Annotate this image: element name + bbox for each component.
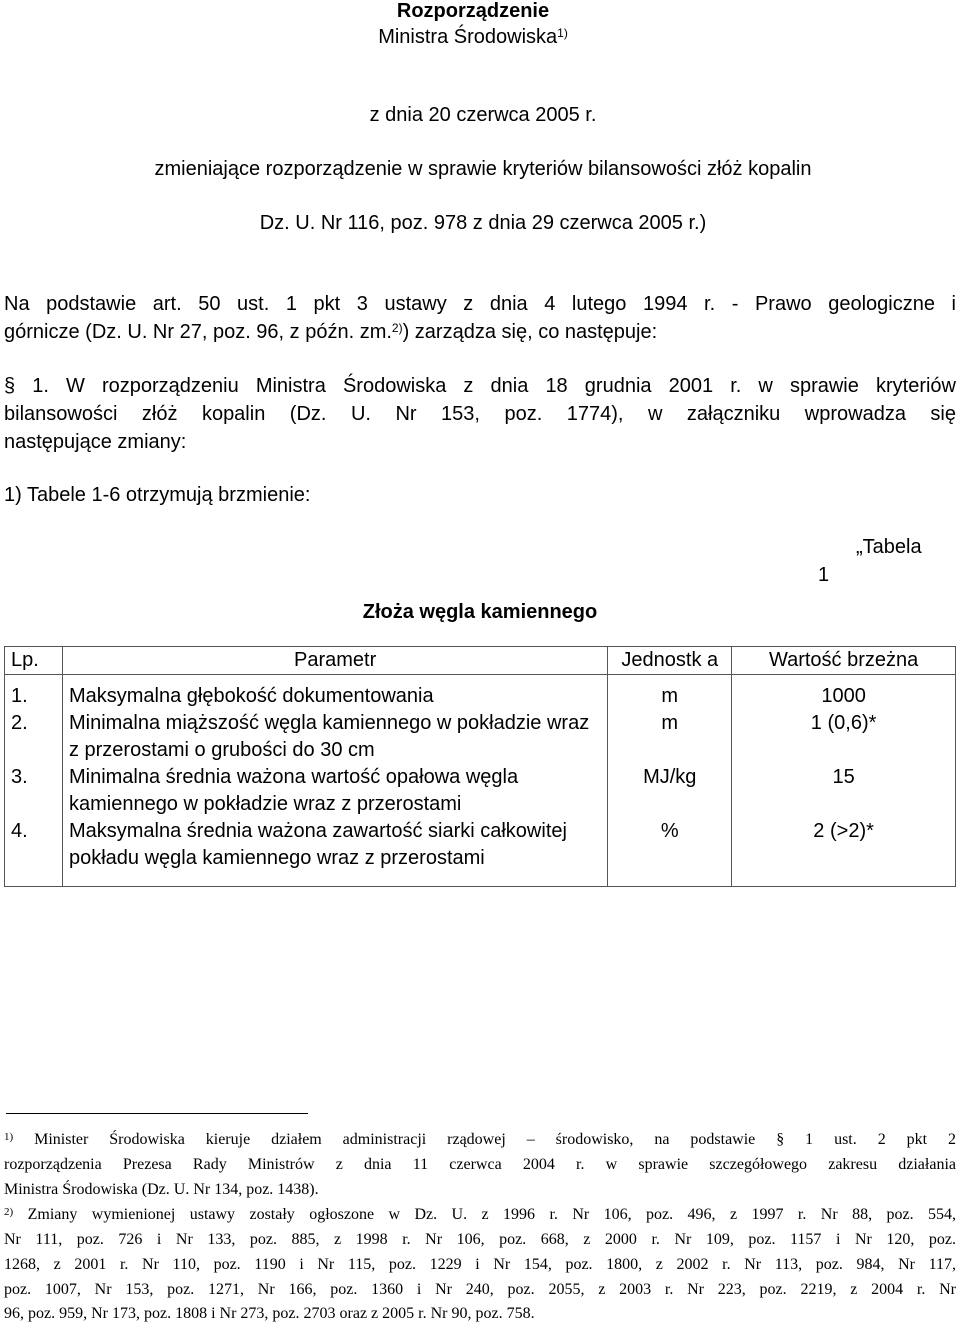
footnote-2-line-2: Nr 111, poz. 726 i Nr 133, poz. 885, z 1998 r. Nr 106, poz. 668, z 2000 r. Nr 109, poz. 1157 i Nr 120, poz. [4,1231,956,1248]
header-jednostka: Jednostk a [608,647,732,675]
row-parameter: Minimalna miąższość węgla kamiennego w pokładzie wraz z przerostami o grubości do 30 cm [62,710,607,764]
table-label: „Tabela [856,536,922,558]
document-subject: zmieniające rozporządzenie w sprawie kryteriów bilansowości złóż kopalin [154,158,812,180]
row-unit: % [608,818,732,887]
row-lp: 4. [5,818,63,887]
footnote-1-line-2: rozporządzenia Prezesa Rady Ministrów z dnia 11 czerwca 2004 r. w sprawie szczegółowego zakresu działania [4,1156,956,1173]
row-lp: 3. [5,764,63,818]
header-wartosc: Wartość brzeżna [732,647,956,675]
preamble-line-2: górnicze (Dz. U. Nr 27, poz. 96, z późn. zm.$^{2)}$) zarządza się, co następuje: [4,321,658,343]
footnote-separator [6,1113,308,1114]
footnote-2-line-5: 96, poz. 959, Nr 173, poz. 1808 i Nr 273, poz. 2703 oraz z 2005 r. Nr 90, poz. 758. [4,1305,535,1322]
row-value: 15 [732,764,956,818]
row-parameter: Minimalna średnia ważona wartość opałowa węgla kamiennego w pokładzie wraz z przerostami [62,764,607,818]
row-parameter: Maksymalna średnia ważona zawartość siarki całkowitej pokładu węgla kamiennego wraz z przerostami [62,818,607,887]
footnote-2-line-3: 1268, z 2001 r. Nr 110, poz. 1190 i Nr 115, poz. 1229 i Nr 154, poz. 1800, z 2002 r. Nr 113, poz. 984, Nr 117, [4,1256,956,1273]
header-parametr: Parametr [62,647,607,675]
row-value: 1000 [732,675,956,711]
row-unit: MJ/kg [608,764,732,818]
item-1: 1) Tabele 1-6 otrzymują brzmienie: [4,484,311,506]
footnote-ref-1: 1) [557,26,568,40]
publication-reference: Dz. U. Nr 116, poz. 978 z dnia 29 czerwca 2005 r.) [259,212,707,234]
footnote-ref-2: 2) [391,321,403,335]
table-header-row [5,647,956,675]
table-row [5,818,956,887]
document-title: Rozporządzenie [396,0,550,22]
preamble-line-1: Na podstawie art. 50 ust. 1 pkt 3 ustawy z dnia 4 lutego 1994 r. - Prawo geologiczne i [4,293,956,315]
table-row [5,764,956,818]
table-row [5,710,956,764]
header-lp: Lp. [5,647,63,675]
document-subtitle: Ministra Środowiska$^{1)}$ [378,26,568,48]
document-date: z dnia 20 czerwca 2005 r. [369,104,597,126]
criteria-table [4,646,956,887]
row-value: 1 (0,6)* [732,710,956,764]
footnote-1-line-3: Ministra Środowiska (Dz. U. Nr 134, poz. 1438). [4,1181,319,1198]
paragraph-1-line-2: bilansowości złóż kopalin (Dz. U. Nr 153, poz. 1774), w załączniku wprowadza się [4,403,956,425]
paragraph-1-line-1: § 1. W rozporządzeniu Ministra Środowiska z dnia 18 grudnia 2001 r. w sprawie kryteriów [4,375,956,397]
table-title: Złoża węgla kamiennego [362,601,598,623]
row-unit: m [608,675,732,711]
footnote-2-line-4: poz. 1007, Nr 153, poz. 1271, Nr 166, poz. 1360 i Nr 240, poz. 2055, z 2003 r. Nr 223, poz. 2219, z 2004 r. Nr [4,1281,956,1298]
row-lp: 2. [5,710,63,764]
row-unit: m [608,710,732,764]
footnote-1-line-1: $^{1)}$ Minister Środowiska kieruje działem administracji rządowej – środowisko, na podstawie § 1 ust. 2 pkt 2 [4,1131,957,1148]
row-lp: 1. [5,675,63,711]
table-row [5,675,956,711]
footnote-2-line-1: $^{2)}$ Zmiany wymienionej ustawy zostały ogłoszone w Dz. U. z 1996 r. Nr 106, poz. 496, z 1997 r. Nr 88, poz. 554, [4,1206,957,1223]
row-value: 2 (>2)* [732,818,956,887]
paragraph-1-line-3: następujące zmiany: [4,431,187,453]
table-number: 1 [818,564,830,586]
row-parameter: Maksymalna głębokość dokumentowania [62,675,607,711]
